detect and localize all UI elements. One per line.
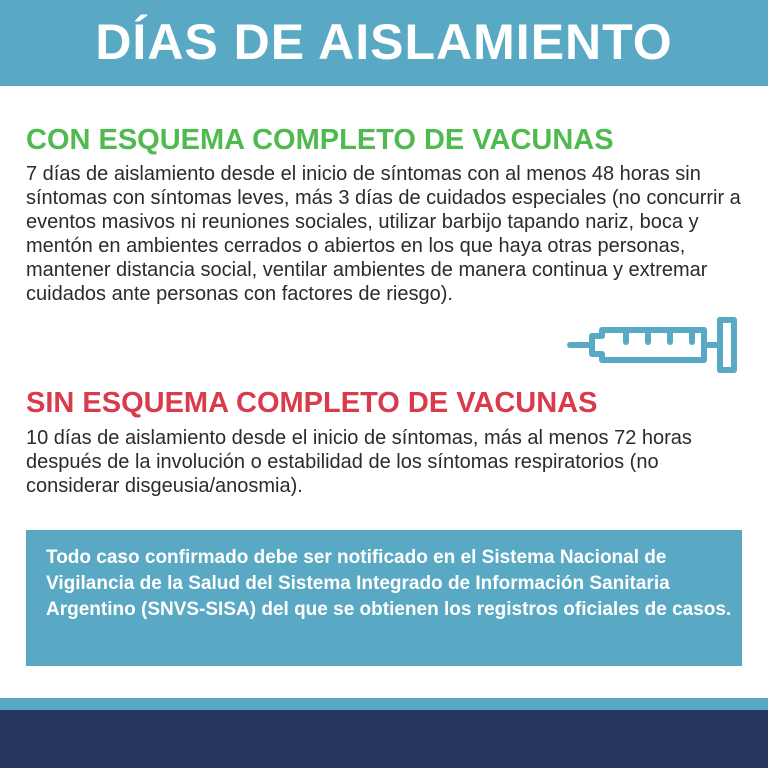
syringe-icon (566, 312, 742, 378)
notice-box (26, 530, 742, 666)
notice-text: Todo caso confirmado debe ser notificado en el Sistema Nacional de Vigilancia de la Salud del Sistema Integrado de Información Sanitaria Argentino (SNVS-SISA) del que se obtienen los registros oficiales de casos. (46, 547, 732, 620)
page-title: DÍAS DE AISLAMIENTO (95, 14, 673, 70)
incomplete-scheme-text: 10 días de aislamiento desde el inicio de síntomas, más al menos 72 horas después de la involución o estabilidad de los síntomas respiratorios (no considerar disgeusia/anosmia). (26, 427, 692, 497)
incomplete-scheme-heading: SIN ESQUEMA COMPLETO DE VACUNAS (26, 387, 598, 419)
complete-scheme-heading: CON ESQUEMA COMPLETO DE VACUNAS (26, 124, 614, 156)
footer-bar (0, 710, 768, 768)
complete-scheme-text: 7 días de aislamiento desde el inicio de síntomas con al menos 48 horas sin síntomas con síntomas leves, más 3 días de cuidados especiales (no concurrir a eventos masivos ni reuniones sociales, utilizar barbijo tapando nariz, boca y mentón en ambientes cerrados o abiertos en los que haya otras personas, mantener distancia social, ventilar ambientes de manera continua y extremar cuidados ante personas con factores de riesgo). (26, 163, 741, 305)
header-banner (0, 0, 768, 86)
footer-accent (0, 698, 768, 710)
